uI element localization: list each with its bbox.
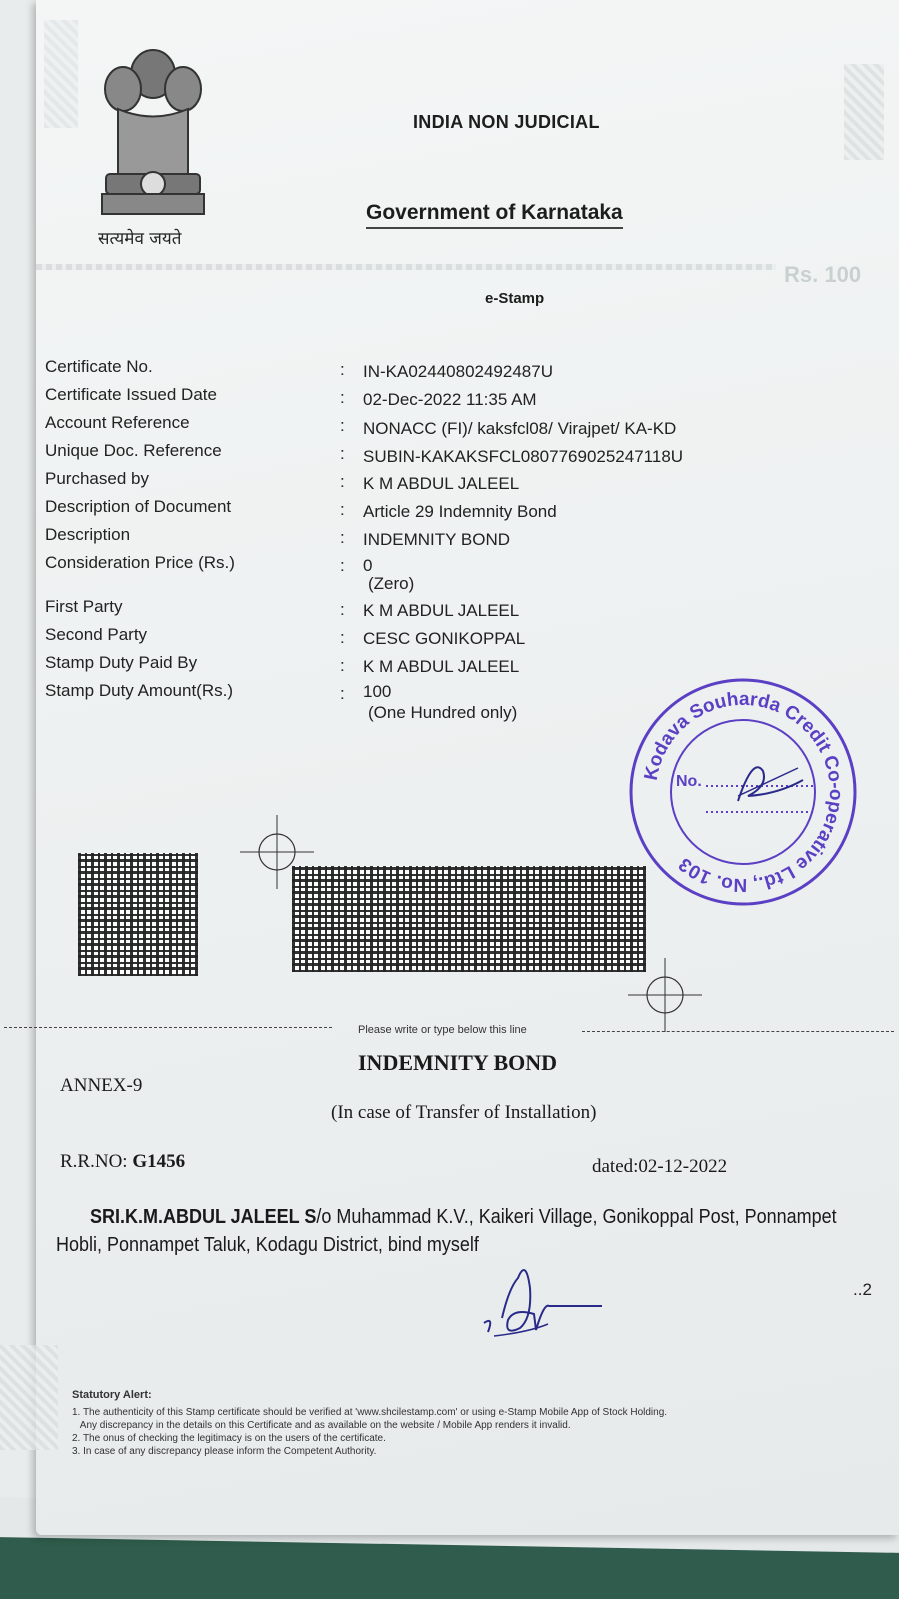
label-stamp-duty-paid-by: Stamp Duty Paid By (45, 653, 198, 672)
divider-right (582, 1031, 894, 1032)
qr-code (78, 853, 198, 976)
rr-value: G1456 (132, 1151, 186, 1172)
label-description-of-document: Description of Document (45, 497, 232, 516)
bond-date: dated:02-12-2022 (592, 1156, 728, 1177)
seal-ring-text: Kodava Souharda Credit Co-operative Ltd., No. 103 (640, 688, 847, 896)
value-first-party: K M ABDUL JALEEL (363, 601, 520, 620)
label-description: Description (45, 525, 131, 544)
colon: : (340, 528, 345, 547)
corner-motif (844, 64, 884, 160)
crosshair-icon (628, 958, 702, 1037)
page-marker: ..2 (853, 1280, 872, 1299)
corner-motif (44, 20, 78, 128)
statutory-item: 2. The onus of checking the legitimacy is on the users of the certificate. (72, 1433, 386, 1444)
header-rule (36, 264, 776, 270)
label-consideration-price: Consideration Price (Rs.) (45, 553, 235, 572)
colon: : (340, 684, 345, 703)
rs-watermark: Rs. 100 (784, 262, 862, 287)
barcode-2d (292, 866, 646, 972)
divider-text: Please write or type below this line (358, 1024, 527, 1036)
label-second-party: Second Party (45, 625, 148, 644)
label-account-reference: Account Reference (45, 413, 190, 432)
bond-person-details: /o Muhammad K.V., Kaikeri Village, Gonikoppal Post, Ponnampet (316, 1206, 837, 1228)
statutory-heading: Statutory Alert: (72, 1389, 152, 1401)
colon: : (340, 600, 345, 619)
value-second-party: CESC GONIKOPPAL (363, 629, 526, 648)
label-unique-doc-reference: Unique Doc. Reference (45, 441, 222, 460)
colon: : (340, 656, 345, 675)
bond-subtitle: (In case of Transfer of Installation) (331, 1102, 597, 1123)
bond-paragraph-line1 (90, 1206, 837, 1229)
colon: : (340, 360, 345, 379)
value-stamp-duty-amount-words: (One Hundred only) (368, 703, 518, 722)
crosshair-icon (240, 815, 314, 894)
label-stamp-duty-amount: Stamp Duty Amount(Rs.) (45, 681, 234, 700)
colon: : (340, 444, 345, 463)
value-consideration-price-words: (Zero) (368, 574, 415, 593)
emblem-motto: सत्यमेव जयते (98, 229, 182, 249)
value-issued-date: 02-Dec-2022 11:35 AM (363, 390, 537, 409)
corner-motif (0, 1345, 58, 1450)
seal-no-label: No. (676, 773, 702, 790)
label-purchased-by: Purchased by (45, 469, 149, 488)
bond-paragraph-line2: Hobli, Ponnampet Taluk, Kodagu District, bind myself (56, 1234, 479, 1256)
national-emblem-icon (88, 34, 218, 224)
value-consideration-price: 0 (363, 556, 373, 575)
label-certificate-no: Certificate No. (45, 357, 153, 376)
colon: : (340, 388, 345, 407)
value-description-of-document: Article 29 Indemnity Bond (363, 502, 557, 521)
estamp-label: e-Stamp (485, 290, 545, 307)
statutory-item: Any discrepancy in the details on this Certificate and as available on the website / Mobile App renders it invalid. (72, 1420, 571, 1431)
value-description: INDEMNITY BOND (363, 530, 511, 549)
value-stamp-duty-paid-by: K M ABDUL JALEEL (363, 657, 520, 676)
label-first-party: First Party (45, 597, 123, 616)
colon: : (340, 472, 345, 491)
rr-label: R.R.NO: (60, 1151, 128, 1172)
colon: : (340, 500, 345, 519)
label-issued-date: Certificate Issued Date (45, 385, 217, 404)
value-unique-doc-reference: SUBIN-KAKAKSFCL0807769025247118U (363, 447, 684, 466)
annex-label: ANNEX-9 (60, 1075, 143, 1096)
colon: : (340, 556, 345, 575)
colon: : (340, 416, 345, 435)
colon: : (340, 628, 345, 647)
value-account-reference: NONACC (FI)/ kaksfcl08/ Virajpet/ KA-KD (363, 419, 677, 438)
value-stamp-duty-amount: 100 (363, 682, 392, 701)
bond-title: INDEMNITY BOND (358, 1050, 558, 1075)
value-purchased-by: K M ABDUL JALEEL (363, 474, 520, 493)
cooperative-seal (628, 676, 858, 908)
header-title: INDIA NON JUDICIAL (413, 112, 600, 132)
rr-number (60, 1151, 185, 1173)
value-certificate-no: IN-KA02440802492487U (363, 362, 553, 381)
statutory-item: 3. In case of any discrepancy please inform the Competent Authority. (72, 1446, 377, 1457)
statutory-item: 1. The authenticity of this Stamp certificate should be verified at 'www.shcilestamp.com' or using e-Stamp Mobile App of Stock Holding. (72, 1407, 668, 1418)
divider-left (4, 1027, 332, 1028)
government-title: Government of Karnataka (366, 201, 623, 229)
bond-person-name: SRI.K.M.ABDUL JALEEL S (90, 1206, 317, 1228)
signature (474, 1248, 614, 1348)
